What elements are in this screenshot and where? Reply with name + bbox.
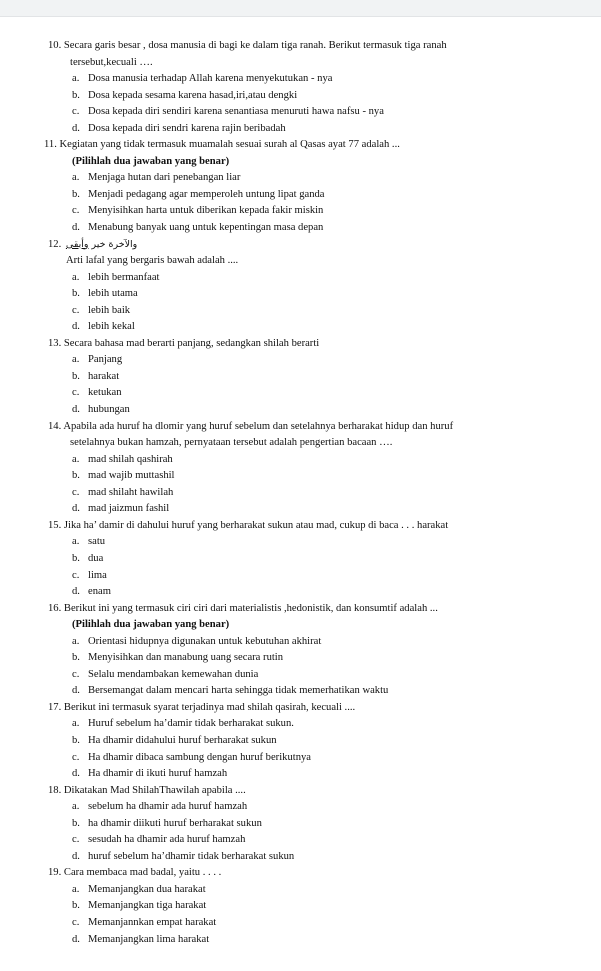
option-d[interactable] [0, 584, 601, 601]
option-a[interactable] [0, 799, 601, 816]
question-stem [0, 237, 601, 254]
option-letter: c. [72, 916, 80, 928]
question-text: Jika ha’ damir di dahului huruf yang berharakat sukun atau mad, cukup di baca . . . harakat [63, 519, 449, 531]
option-b[interactable] [0, 816, 601, 833]
option-letter: a. [72, 354, 80, 366]
question-11 [0, 137, 601, 236]
option-text: Bersemangat dalam mencari harta sehingga tidak memerhatikan waktu [88, 685, 389, 697]
option-letter: d. [72, 685, 80, 697]
option-text: Selalu mendambakan kemewahan dunia [88, 668, 259, 680]
option-d[interactable] [0, 766, 601, 783]
option-text: ketukan [88, 387, 122, 399]
option-letter: b. [72, 288, 80, 300]
option-text: Memanjangkan tiga harakat [88, 900, 207, 912]
question-10 [0, 38, 601, 137]
option-text: mad shilaht hawilah [88, 486, 174, 498]
option-letter: b. [72, 370, 80, 382]
option-c[interactable] [0, 303, 601, 320]
question-stem [0, 783, 601, 800]
option-b[interactable] [0, 286, 601, 303]
option-a[interactable] [0, 882, 601, 899]
option-letter: d. [72, 933, 80, 945]
quiz-document [0, 38, 601, 948]
option-a[interactable] [0, 71, 601, 88]
question-12 [0, 237, 601, 336]
option-text: lebih kekal [88, 321, 135, 333]
option-letter: a. [72, 718, 80, 730]
option-letter: b. [72, 817, 80, 829]
option-b[interactable] [0, 187, 601, 204]
question-number: 16. [48, 602, 62, 614]
option-d[interactable] [0, 402, 601, 419]
option-text: Huruf sebelum ha’damir tidak berharakat sukun. [88, 718, 294, 730]
option-letter: a. [72, 271, 80, 283]
option-letter: a. [72, 635, 80, 647]
option-b[interactable] [0, 88, 601, 105]
option-d[interactable] [0, 683, 601, 700]
option-c[interactable] [0, 385, 601, 402]
arabic-plain-text: والآخرة خير [88, 238, 138, 250]
option-a[interactable] [0, 270, 601, 287]
option-text: Ha dhamir dibaca sambung dengan huruf berikutnya [88, 751, 311, 763]
question-stem [0, 865, 601, 882]
option-letter: d. [72, 850, 80, 862]
option-text: Menyisihkan harta untuk diberikan kepada fakir miskin [88, 205, 324, 217]
option-letter: b. [72, 652, 80, 664]
question-text: Secara bahasa mad berarti panjang, sedangkan shilah berarti [63, 337, 320, 349]
option-text: mad wajib muttashil [88, 470, 175, 482]
option-c[interactable] [0, 203, 601, 220]
option-text: dua [88, 552, 104, 564]
question-18 [0, 783, 601, 866]
option-letter: a. [72, 801, 80, 813]
option-d[interactable] [0, 849, 601, 866]
option-text: Memanjannkan empat harakat [88, 916, 217, 928]
question-number: 15. [48, 519, 62, 531]
option-text: lebih baik [88, 304, 131, 316]
option-d[interactable] [0, 501, 601, 518]
option-d[interactable] [0, 121, 601, 138]
option-letter: d. [72, 503, 80, 515]
question-text: Cara membaca mad badal, yaitu . . . . [63, 867, 222, 879]
option-letter: c. [72, 106, 80, 118]
option-text: enam [88, 586, 111, 598]
option-letter: d. [72, 768, 80, 780]
option-text: Dosa manusia terhadap Allah karena menyekutukan - nya [88, 73, 333, 85]
option-letter: a. [72, 73, 80, 85]
question-number: 13. [48, 337, 62, 349]
option-b[interactable] [0, 733, 601, 750]
option-text: ha dhamir diikuti huruf berharakat sukun [88, 817, 262, 829]
question-instruction: (Pilihlah dua jawaban yang benar) [72, 619, 230, 631]
question-instruction: (Pilihlah dua jawaban yang benar) [72, 155, 230, 167]
question-stem [0, 700, 601, 717]
option-letter: d. [72, 122, 80, 134]
option-text: mad jaizmun fashil [88, 503, 170, 515]
option-text: hubungan [88, 404, 130, 416]
option-text: Menabung banyak uang untuk kepentingan masa depan [88, 222, 324, 234]
option-text: Ha dhamir di ikuti huruf hamzah [88, 768, 228, 780]
option-text: sesudah ha dhamir ada huruf hamzah [88, 834, 246, 846]
option-c[interactable] [0, 832, 601, 849]
option-text: lebih bermanfaat [88, 271, 160, 283]
question-text-continued: setelahnya bukan hamzah, pernyataan tersebut adalah pengertian bacaan …. [70, 437, 393, 449]
question-16 [0, 601, 601, 700]
option-d[interactable] [0, 220, 601, 237]
option-c[interactable] [0, 667, 601, 684]
option-text: Dosa kepada sesama karena hasad,iri,atau dengki [88, 89, 298, 101]
arabic-verse [66, 237, 137, 254]
question-number: 18. [48, 784, 62, 796]
question-text-continued: tersebut,kecuali …. [70, 56, 153, 68]
option-text: Ha dhamir didahului huruf berharakat sukun [88, 734, 277, 746]
option-a[interactable] [0, 452, 601, 469]
option-letter: b. [72, 89, 80, 101]
question-text: Secara garis besar , dosa manusia di bagi ke dalam tiga ranah. Berikut termasuk tiga ranah [63, 40, 447, 51]
question-13 [0, 336, 601, 419]
question-stem [0, 336, 601, 353]
question-number: 14. [48, 420, 62, 432]
arabic-underlined-word: وأبقى [65, 238, 89, 250]
option-letter: a. [72, 453, 80, 465]
option-b[interactable] [0, 468, 601, 485]
option-text: Menyisihkan dan manabung uang secara rutin [88, 652, 284, 664]
option-c[interactable] [0, 104, 601, 121]
option-text: lebih utama [88, 288, 138, 300]
option-b[interactable] [0, 650, 601, 667]
option-letter: d. [72, 586, 80, 598]
question-text: Dikatakan Mad ShilahThawilah apabila .... [63, 784, 246, 796]
option-text: Panjang [88, 354, 123, 366]
option-letter: a. [72, 172, 80, 184]
option-a[interactable] [0, 534, 601, 551]
option-letter: d. [72, 321, 80, 333]
question-14 [0, 419, 601, 518]
option-d[interactable] [0, 319, 601, 336]
option-b[interactable] [0, 369, 601, 386]
option-letter: c. [72, 304, 80, 316]
option-letter: b. [72, 734, 80, 746]
option-letter: b. [72, 188, 80, 200]
question-17 [0, 700, 601, 783]
option-letter: a. [72, 536, 80, 548]
option-letter: c. [72, 205, 80, 217]
question-15 [0, 518, 601, 601]
question-number: 12. [48, 238, 62, 250]
question-number: 11. [44, 139, 57, 151]
option-letter: b. [72, 900, 80, 912]
option-c[interactable] [0, 485, 601, 502]
option-a[interactable] [0, 716, 601, 733]
option-text: mad shilah qashirah [88, 453, 173, 465]
option-b[interactable] [0, 898, 601, 915]
option-letter: d. [72, 222, 80, 234]
option-text: satu [88, 536, 106, 548]
option-text: sebelum ha dhamir ada huruf hamzah [88, 801, 248, 813]
question-number: 19. [48, 867, 62, 879]
option-letter: c. [72, 486, 80, 498]
question-text: Apabila ada huruf ha dlomir yang huruf sebelum dan setelahnya berharakat hidup dan huruf [63, 420, 454, 432]
question-text: Kegiatan yang tidak termasuk muamalah sesuai surah al Qasas ayat 77 adalah ... [59, 139, 400, 151]
option-letter: b. [72, 470, 80, 482]
option-a[interactable] [0, 634, 601, 651]
option-text: Menjaga hutan dari penebangan liar [88, 172, 241, 184]
option-text: harakat [88, 370, 120, 382]
option-text: Dosa kepada diri sendri karena rajin beribadah [88, 122, 286, 134]
option-text: Dosa kepada diri sendiri karena senantiasa menuruti hawa nafsu - nya [88, 106, 384, 118]
question-number: 17. [48, 701, 62, 713]
option-d[interactable] [0, 932, 601, 949]
option-letter: c. [72, 834, 80, 846]
option-a[interactable] [0, 352, 601, 369]
option-letter: a. [72, 883, 80, 895]
question-stem [0, 38, 601, 55]
option-text: Memanjangkan lima harakat [88, 933, 210, 945]
option-c[interactable] [0, 915, 601, 932]
top-toolbar-strip [0, 0, 601, 17]
option-text: Memanjangkan dua harakat [88, 883, 206, 895]
option-text: Menjadi pedagang agar memperoleh untung lipat ganda [88, 188, 325, 200]
option-letter: c. [72, 751, 80, 763]
question-text: Berikut ini yang termasuk ciri ciri dari materialistis ,hedonistik, dan konsumtif adalah ... [63, 602, 438, 614]
option-letter: c. [72, 569, 80, 581]
question-19 [0, 865, 601, 948]
question-stem [0, 518, 601, 535]
option-letter: c. [72, 387, 80, 399]
option-letter: b. [72, 552, 80, 564]
option-text: huruf sebelum ha’dhamir tidak berharakat sukun [88, 850, 295, 862]
option-c[interactable] [0, 568, 601, 585]
question-stem [0, 601, 601, 618]
option-c[interactable] [0, 750, 601, 767]
question-stem [0, 137, 601, 154]
question-subtext: Arti lafal yang bergaris bawah adalah .... [66, 255, 239, 267]
option-letter: c. [72, 668, 80, 680]
option-b[interactable] [0, 551, 601, 568]
option-letter: d. [72, 404, 80, 416]
option-a[interactable] [0, 170, 601, 187]
question-text: Berikut ini termasuk syarat terjadinya mad shilah qasirah, kecuali .... [63, 701, 356, 713]
option-text: Orientasi hidupnya digunakan untuk kebutuhan akhirat [88, 635, 322, 647]
question-stem [0, 419, 601, 436]
question-number: 10. [48, 40, 62, 51]
option-text: lima [88, 569, 107, 581]
